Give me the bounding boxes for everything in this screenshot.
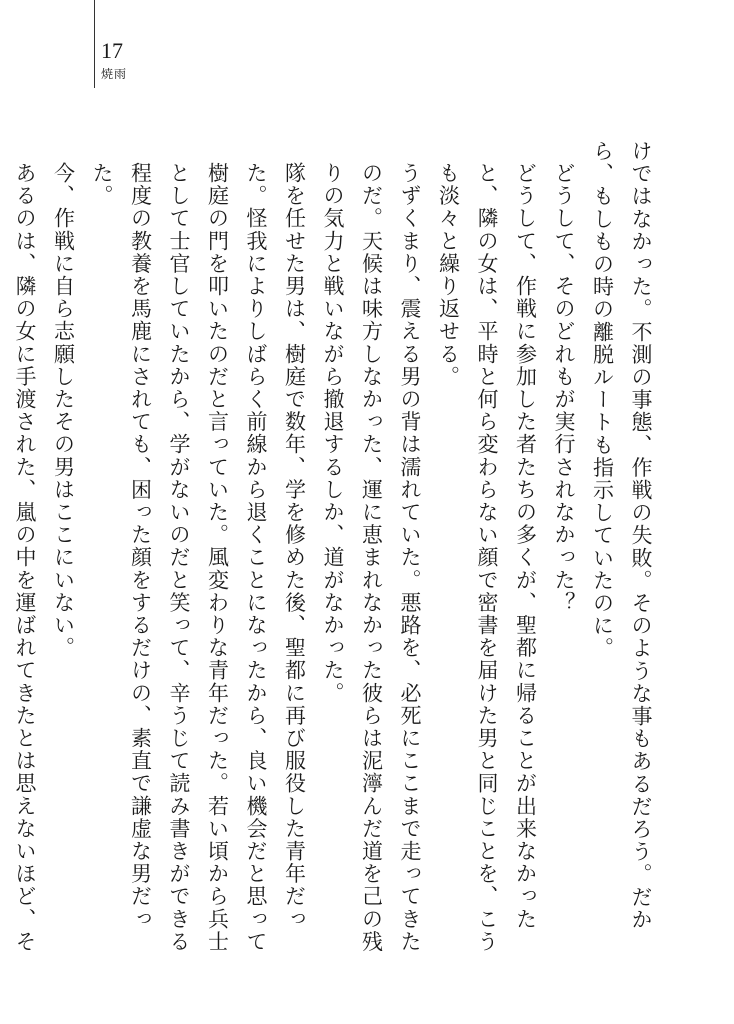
paragraph: どうして、作戦に参加した者たちの多くが、聖都に帰ることが出来なかったと、隣の女は、平時と何ら変わらない顔で密書を届けた男と同じことを、こうも淡々と繰り返せる。	[436, 162, 538, 954]
page-rule	[94, 0, 95, 88]
paragraph: どうして、そのどれもが実行されなかった？	[552, 162, 576, 615]
paragraph: 隊を任せた男は、樹庭で数年、学を修めた後、聖都に再び服役した青年だった。怪我によりしばらく前線から退くことになったから、良い機会だと思って樹庭の門を叩いたのだと言っていた。風変わりな青年だった。若い頃から兵士として士官していたから、学がないのだと笑って、辛うじて読み書きができる程度の教養を馬鹿にされても、困った顔をするだけの、素直で謙虚な男だった。	[90, 162, 307, 954]
page-number: 17	[101, 38, 123, 63]
paragraph: けではなかった。不測の事態、作戦の失敗。そのような事もあるだろう。だから、もしもの時の離脱ルートも指示していたのに。	[590, 140, 653, 931]
paragraph: うずくまり、震える男の背は濡れていた。悪路を、必死にここまで走ってきたのだ。天候は味方しなかった、運に恵まれなかった彼らは泥濘んだ道を己の残りの気力と戦いながら撤退するしか、道がなかった。	[321, 162, 422, 954]
vertical-text-body	[0, 140, 660, 970]
paragraph: あるのは、隣の女に手渡された、嵐の中を運ばれてきたとは思えないほど、そ	[13, 162, 37, 954]
chapter-title: 焼雨	[101, 67, 128, 81]
paragraph: 今、作戦に自ら志願したその男はここにいない。	[51, 162, 76, 660]
